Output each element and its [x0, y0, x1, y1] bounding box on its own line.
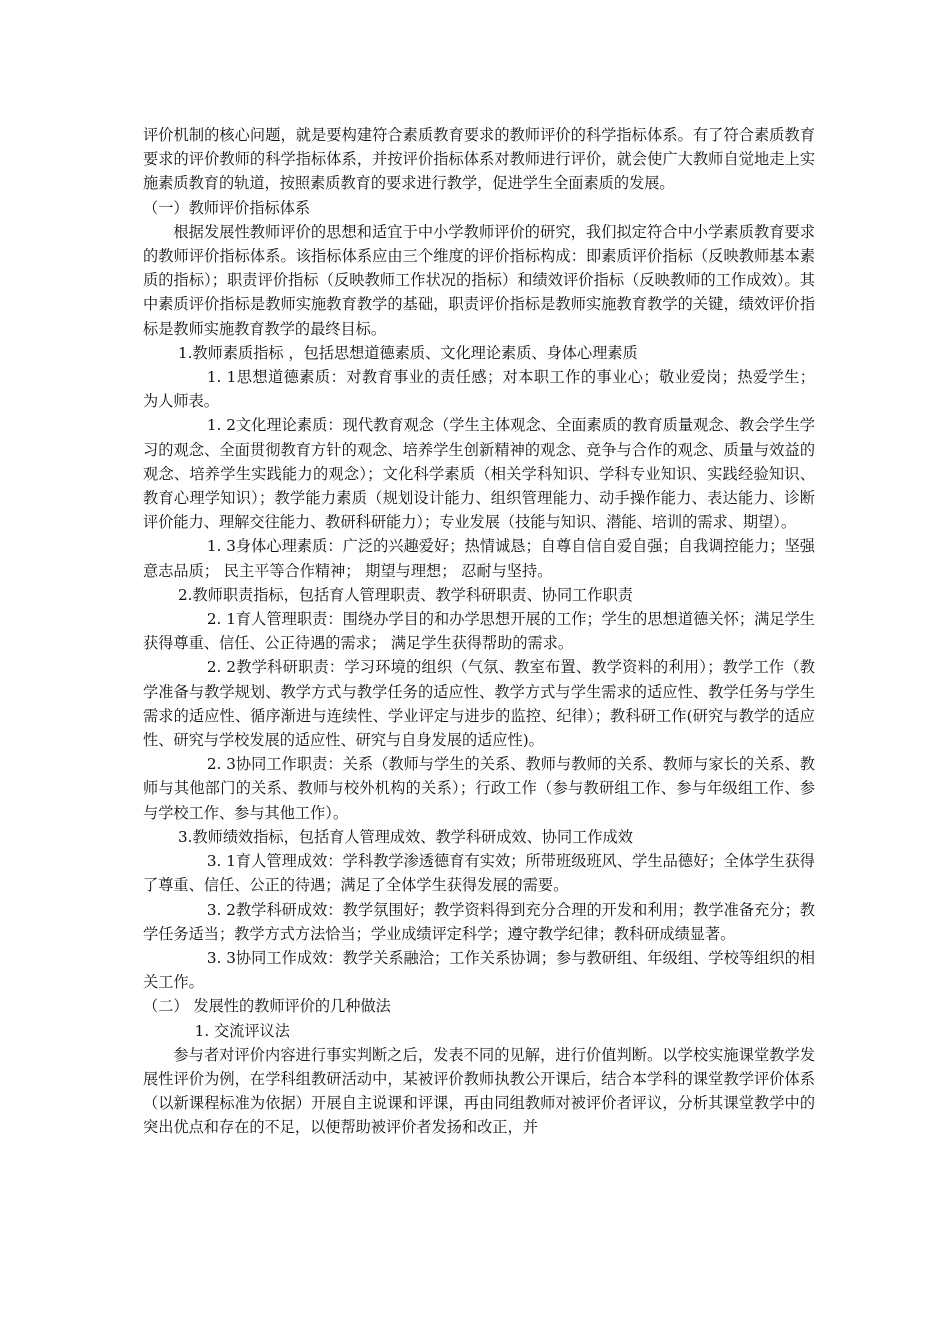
subsection-heading-2: 2.教师职责指标，包括育人管理职责、教学科研职责、协同工作职责 — [177, 585, 633, 604]
item-3-3: 3. 3协同工作成效：教学关系融洽；工作关系协调；参与教研组、年级组、学校等组织的相关工作。 — [143, 948, 815, 992]
item-2-3: 2. 3协同工作职责：关系（教师与学生的关系、教师与教师的关系、教师与家长的关系、教师与其他部门的关系、教师与校外机构的关系）；行政工作（参与教研组工作、参与年级组工作、参与学校工作、参与其他工作）。 — [143, 755, 815, 822]
item-2-2: 2. 2教学科研职责：学习环境的组织（气氛、教室布置、教学资料的利用）；教学工作（教学准备与教学规划、教学方式与教学任务的适应性、教学方式与学生需求的适应性、教学任务与学生需求的适应性、循序渐进与连续性、学业评定与进步的监控、纪律）；教科研工作(研究与教学的适应性、研究与学校发展的适应性、研究与自身发展的适应性)。 — [143, 658, 815, 750]
subsection-heading-3: 3.教师绩效指标，包括育人管理成效、教学科研成效、协同工作成效 — [177, 827, 633, 846]
section-heading-2: （二） 发展性的教师评价的几种做法 — [143, 997, 391, 1016]
item-1-1: 1. 1思想道德素质：对教育事业的责任感；对本职工作的事业心；敬业爱岗；热爱学生； 为人师表。 — [143, 368, 815, 411]
item-2-1: 2. 1育人管理职责：围绕办学目的和办学思想开展的工作；学生的思想道德关怀；满足学生获得尊重、信任、公正待遇的需求； 满足学生获得帮助的需求。 — [143, 610, 815, 653]
method-heading-1: 1. 交流评议法 — [194, 1021, 290, 1040]
document-page — [143, 123, 815, 1140]
method-1-body: 参与者对评价内容进行事实判断之后，发表不同的见解，进行价值判断。以学校实施课堂教学发展性评价为例，在学科组教研活动中，某被评价教师执教公开课后，结合本学科的课堂教学评价体系（以新课程标准为依据）开展自主说课和评课，再由同组教师对被评价者评议，分析其课堂教学中的突出优点和存在的不足，以便帮助被评价者发扬和改正，并 — [143, 1045, 815, 1137]
intro-paragraph: 评价机制的核心问题，就是要构建符合素质教育要求的教师评价的科学指标体系。有了符合素质教育要求的评价教师的科学指标体系，并按评价指标体系对教师进行评价，就会使广大教师自觉地走上实施素质教育的轨道，按照素质教育的要求进行教学，促进学生全面素质的发展。 — [143, 126, 815, 193]
item-3-1: 3. 1育人管理成效：学科教学渗透德育有实效；所带班级班风、学生品德好；全体学生获得了尊重、信任、公正的待遇；满足了全体学生获得发展的需要。 — [143, 852, 815, 895]
section-heading-1: （一）教师评价指标体系 — [143, 198, 311, 217]
item-3-2: 3. 2教学科研成效：教学氛围好；教学资料得到充分合理的开发和利用；教学准备充分；教学任务适当；教学方式方法恰当；学业成绩评定科学；遵守教学纪律；教科研成绩显著。 — [143, 900, 815, 943]
section-1-body: 根据发展性教师评价的思想和适宜于中小学教师评价的研究，我们拟定符合中小学素质教育要求的教师评价指标体系。该指标体系应由三个维度的评价指标构成：即素质评价指标（反映教师基本素质的指标）；职责评价指标（反映教师工作状况的指标）和绩效评价指标（反映教师的工作成效）。其中素质评价指标是教师实施教育教学的基础，职责评价指标是教师实施教育教学的关键，绩效评价指标是教师实施教育教学的最终目标。 — [143, 222, 815, 338]
subsection-heading-1: 1.教师素质指标 ，包括思想道德素质、文化理论素质、身体心理素质 — [177, 343, 638, 362]
item-1-2: 1. 2文化理论素质：现代教育观念（学生主体观念、全面素质的教育质量观念、教会学生学习的观念、全面贯彻教育方针的观念、培养学生创新精神的观念、竞争与合作的观念、质量与效益的观念、培养学生实践能力的观念）；文化科学素质（相关学科知识、学科专业知识、实践经验知识、教育心理学知识）；教学能力素质（规划设计能力、组织管理能力、动手操作能力、表达能力、诊断评价能力、理解交往能力、教研科研能力）；专业发展（技能与知识、潜能、培训的需求、期望）。 — [143, 416, 815, 532]
item-1-3: 1. 3身体心理素质：广泛的兴趣爱好；热情诚恳；自尊自信自爱自强；自我调控能力；坚强意志品质； 民主平等合作精神； 期望与理想； 忍耐与坚持。 — [143, 537, 815, 580]
